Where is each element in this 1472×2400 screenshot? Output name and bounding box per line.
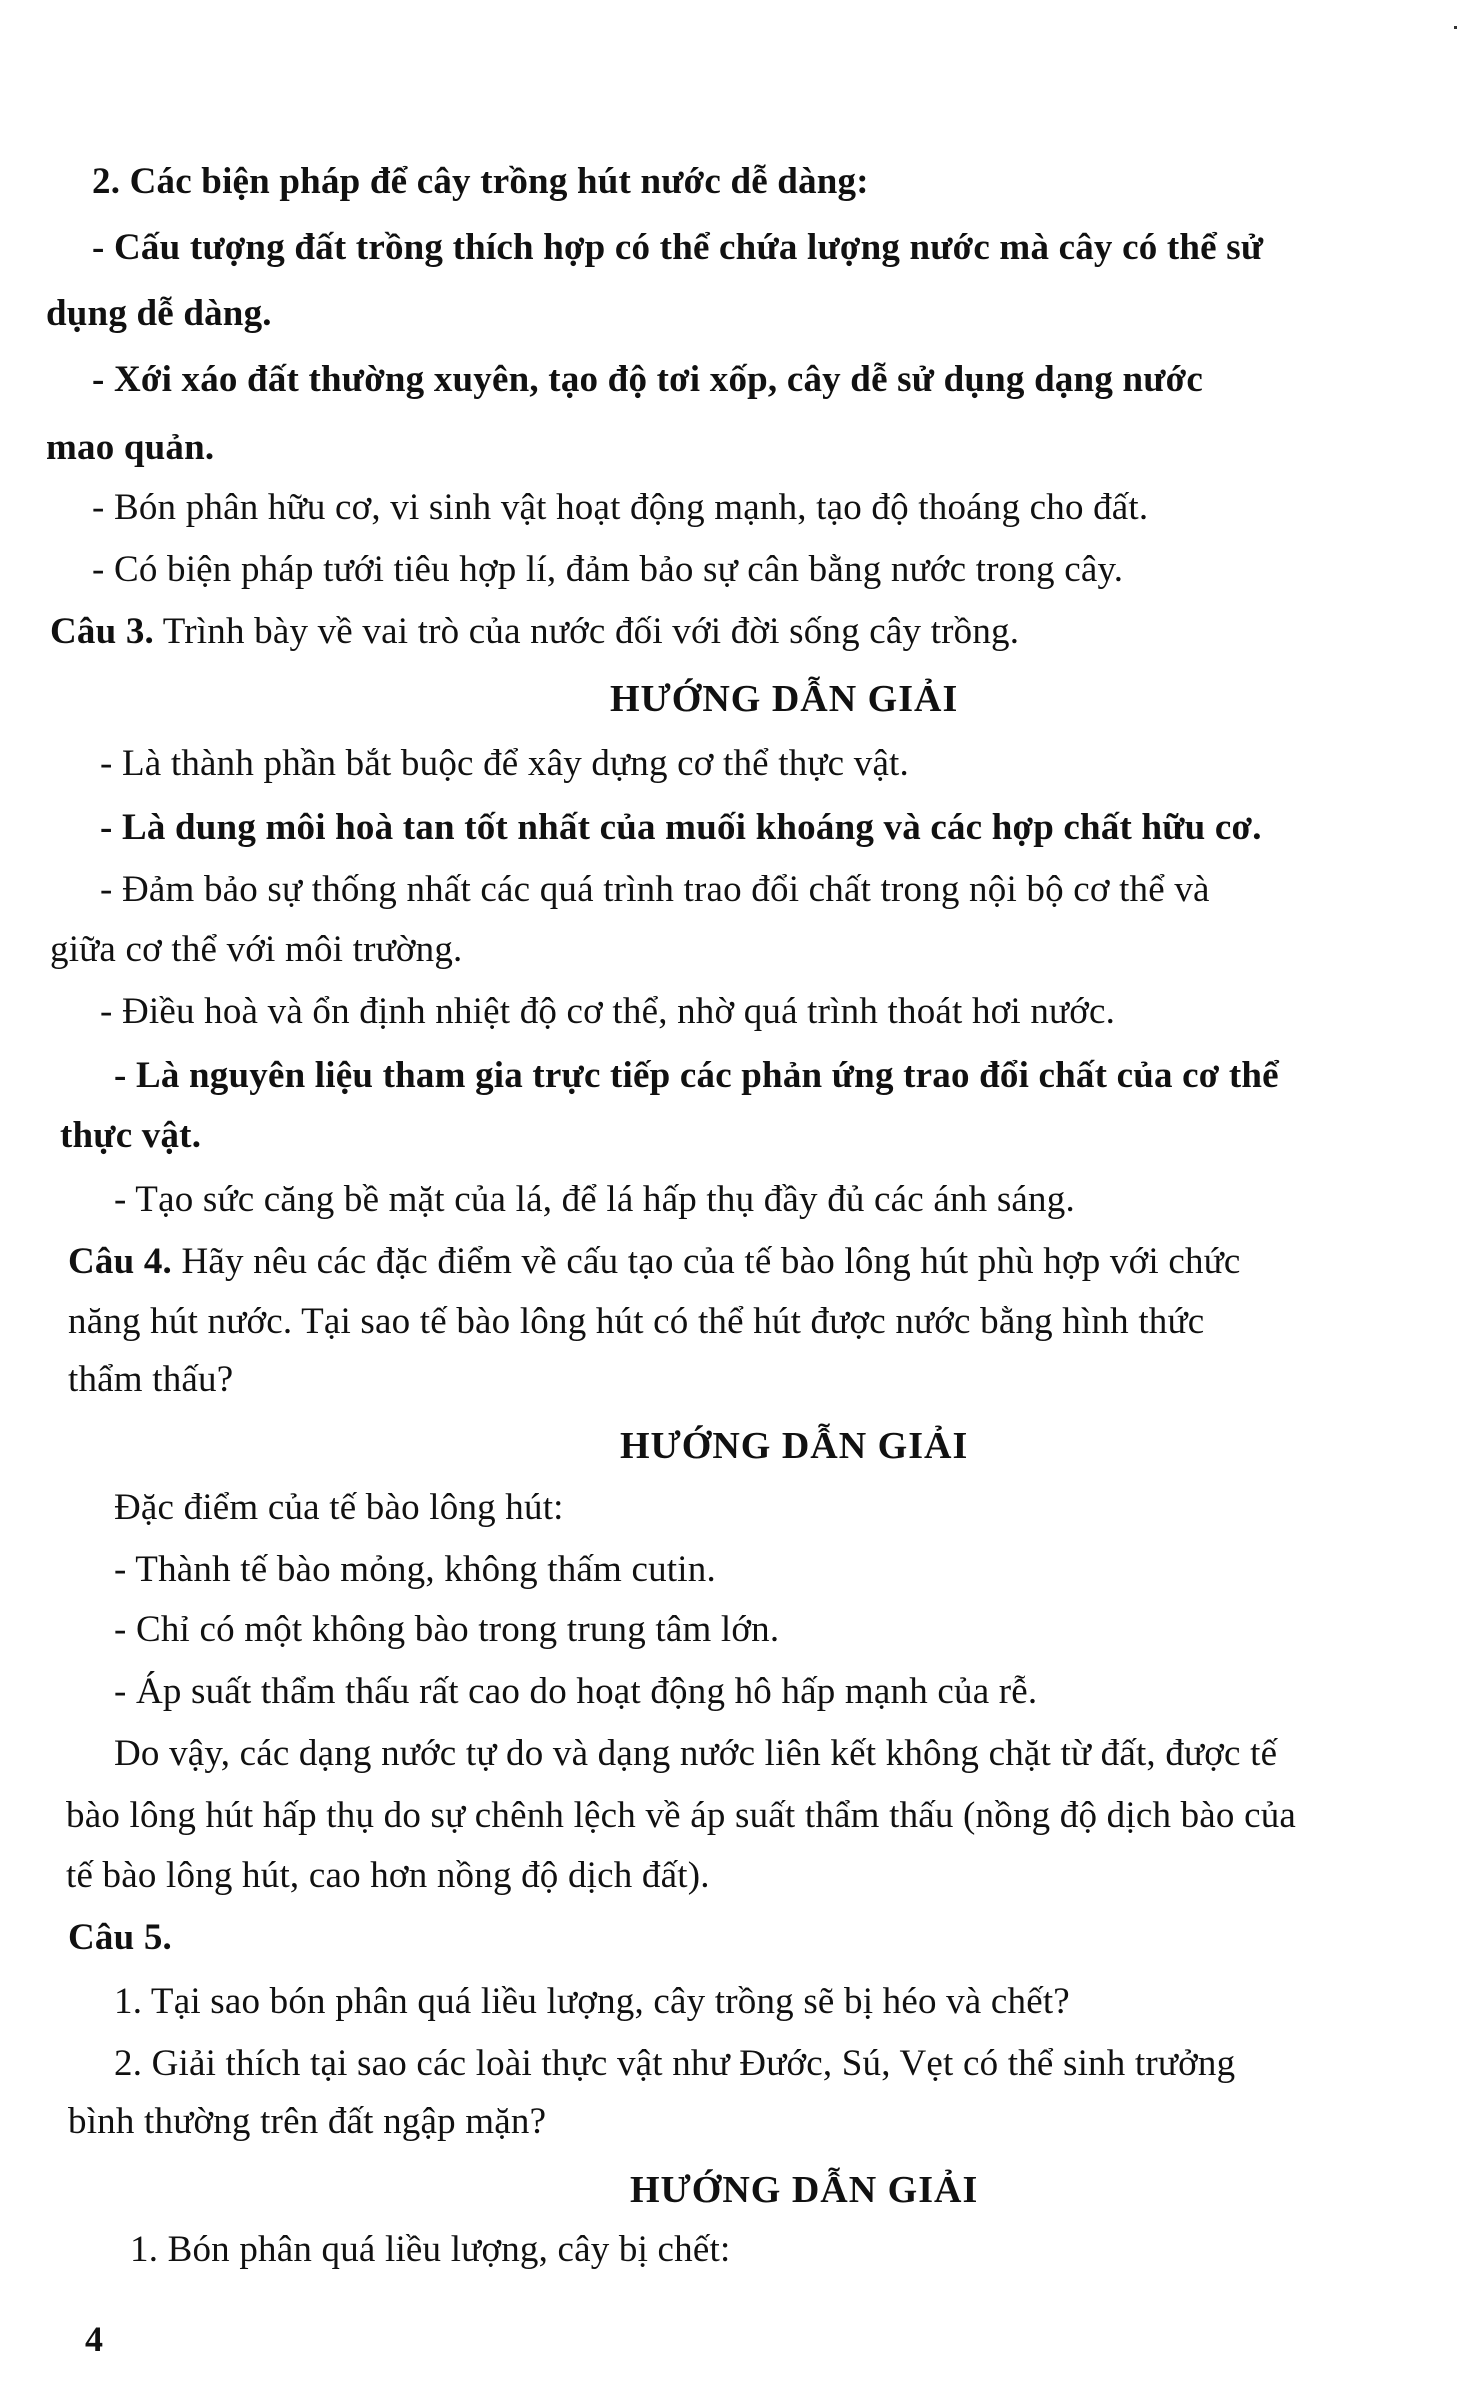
answer-heading: HƯỚNG DẪN GIẢI (610, 678, 959, 720)
paragraph-line: giữa cơ thể với môi trường. (50, 929, 463, 970)
paragraph-line: - Có biện pháp tưới tiêu hợp lí, đảm bảo sự cân bằng nước trong cây. (92, 549, 1124, 590)
paragraph-line: bình thường trên đất ngập mặn? (68, 2101, 547, 2142)
paragraph-line: - Là thành phần bắt buộc để xây dựng cơ thể thực vật. (100, 743, 909, 784)
paragraph-line: - Xới xáo đất thường xuyên, tạo độ tơi xốp, cây dễ sử dụng dạng nước (92, 359, 1203, 400)
paragraph-line: 1. Bón phân quá liều lượng, cây bị chết: (130, 2229, 731, 2270)
paragraph-line: bào lông hút hấp thụ do sự chênh lệch về áp suất thẩm thấu (nồng độ dịch bào của (66, 1795, 1297, 1836)
paragraph-line: - Cấu tượng đất trồng thích hợp có thể chứa lượng nước mà cây có thể sử (92, 227, 1264, 268)
question-line (68, 1238, 1241, 1286)
paragraph-line: - Đảm bảo sự thống nhất các quá trình trao đổi chất trong nội bộ cơ thể và (100, 869, 1210, 910)
question-text: Trình bày về vai trò của nước đối với đời sống cây trồng. (154, 611, 1020, 652)
paragraph-line: - Áp suất thẩm thấu rất cao do hoạt động hô hấp mạnh của rễ. (114, 1671, 1038, 1712)
paragraph-line: mao quản. (46, 427, 215, 468)
question-label: Câu 3. (50, 611, 154, 652)
paragraph-line: thẩm thấu? (68, 1359, 234, 1400)
paragraph-line: 2. Giải thích tại sao các loài thực vật như Đước, Sú, Vẹt có thể sinh trưởng (114, 2043, 1236, 2084)
question-line (50, 608, 1019, 656)
paragraph-line: - Tạo sức căng bề mặt của lá, để lá hấp thụ đầy đủ các ánh sáng. (114, 1179, 1075, 1220)
paragraph-line: Đặc điểm của tế bào lông hút: (114, 1487, 564, 1528)
paragraph-line: - Chỉ có một không bào trong trung tâm lớn. (114, 1609, 780, 1650)
paragraph-line: - Bón phân hữu cơ, vi sinh vật hoạt động mạnh, tạo độ thoáng cho đất. (92, 487, 1149, 528)
section-title: 2. Các biện pháp để cây trồng hút nước dễ dàng: (92, 161, 869, 202)
paragraph-line: - Điều hoà và ổn định nhiệt độ cơ thể, nhờ quá trình thoát hơi nước. (100, 991, 1116, 1032)
question-text: Hãy nêu các đặc điểm về cấu tạo của tế bào lông hút phù hợp với chức (172, 1241, 1241, 1282)
paragraph-line: 1. Tại sao bón phân quá liều lượng, cây trồng sẽ bị héo và chết? (114, 1981, 1070, 2022)
paragraph-line: - Là dung môi hoà tan tốt nhất của muối khoáng và các hợp chất hữu cơ. (100, 807, 1262, 848)
answer-heading: HƯỚNG DẪN GIẢI (630, 2169, 979, 2211)
paragraph-line: - Là nguyên liệu tham gia trực tiếp các phản ứng trao đổi chất của cơ thể (114, 1055, 1279, 1096)
answer-heading: HƯỚNG DẪN GIẢI (620, 1425, 969, 1467)
paragraph-line: Do vậy, các dạng nước tự do và dạng nước liên kết không chặt từ đất, được tế (114, 1733, 1278, 1774)
paragraph-line: năng hút nước. Tại sao tế bào lông hút có thể hút được nước bằng hình thức (68, 1301, 1205, 1342)
paragraph-line: - Thành tế bào mỏng, không thấm cutin. (114, 1549, 716, 1590)
paragraph-line: thực vật. (60, 1115, 202, 1156)
paragraph-line: dụng dễ dàng. (46, 293, 272, 334)
page-number: 4 (85, 2319, 103, 2359)
question-label: Câu 4. (68, 1241, 172, 1282)
scan-speck (1454, 26, 1457, 29)
paragraph-line: tế bào lông hút, cao hơn nồng độ dịch đất). (66, 1855, 710, 1896)
question-label: Câu 5. (68, 1917, 172, 1958)
